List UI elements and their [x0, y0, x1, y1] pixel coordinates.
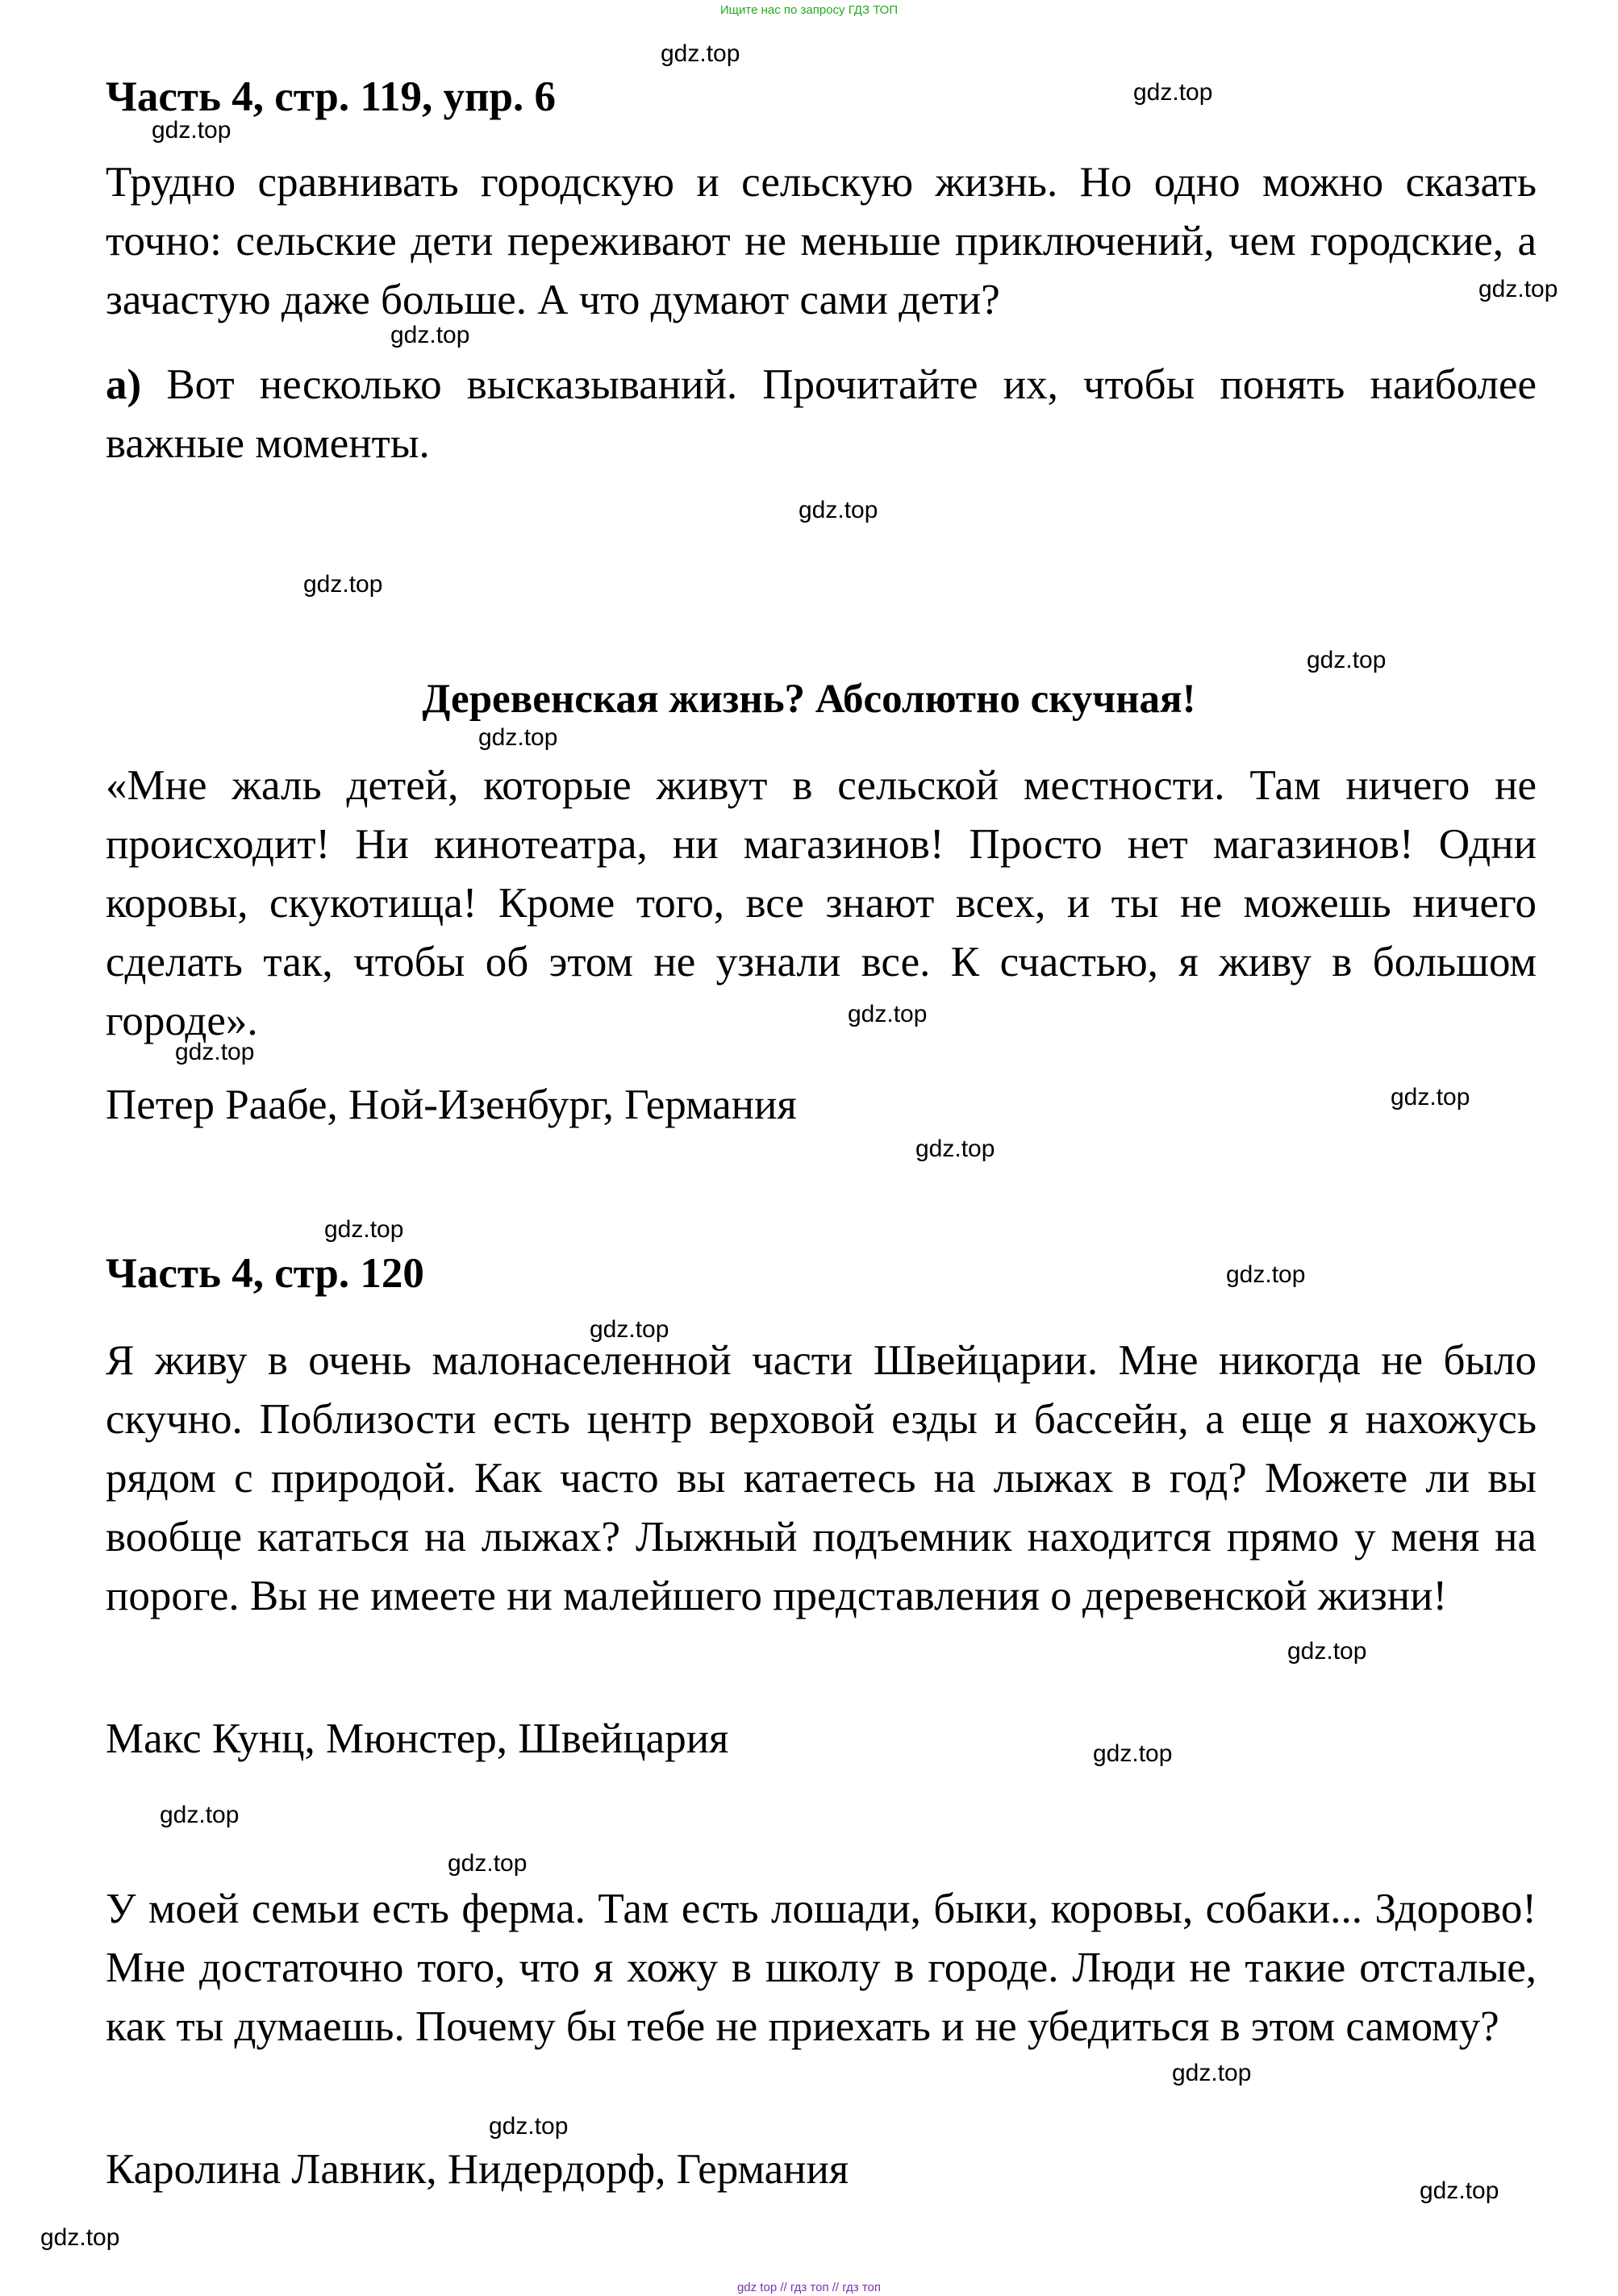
section1-heading: Часть 4, стр. 119, упр. 6 — [106, 73, 557, 120]
watermark: gdz.top — [489, 2113, 569, 2140]
section2-author2: Каролина Лавник, Нидердорф, Германия — [106, 2146, 849, 2193]
watermark: gdz.top — [590, 1316, 669, 1343]
section2-quote1: Я живу в очень малонаселенной части Швейцарии. Мне никогда не было скучно. Поблизости есть центр верховой езды и бассейн, а еще я нахожусь рядом с природой. Как часто вы катаетесь на лыжах в год? Можете ли вы вообще кататься на лыжах? Лыжный подъемник находится прямо у меня на пороге. Вы не имеете ни малейшего представления о деревенской жизни! — [106, 1337, 1537, 1619]
watermark: gdz.top — [152, 117, 231, 144]
watermark: gdz.top — [1093, 1740, 1173, 1767]
section2-author1: Макс Кунц, Мюнстер, Швейцария — [106, 1715, 729, 1762]
watermark: gdz.top — [175, 1039, 255, 1065]
watermark: gdz.top — [1307, 647, 1387, 673]
section1-title: Деревенская жизнь? Абсолютно скучная! — [422, 677, 1196, 722]
watermark: gdz.top — [848, 1001, 928, 1027]
watermark: gdz.top — [1287, 1638, 1367, 1665]
watermark: gdz.top — [1478, 276, 1558, 302]
watermark: gdz.top — [661, 40, 740, 67]
bottom-banner: gdz top // гдз топ // гдз топ — [736, 2281, 882, 2294]
watermark: gdz.top — [1133, 79, 1213, 106]
watermark: gdz.top — [448, 1850, 528, 1877]
watermark: gdz.top — [40, 2224, 120, 2251]
watermark: gdz.top — [478, 724, 558, 751]
task-text: Вот несколько высказываний. Прочитайте их, чтобы понять наиболее важные моменты. — [106, 361, 1537, 467]
watermark: gdz.top — [1172, 2060, 1252, 2086]
watermark: gdz.top — [1226, 1261, 1306, 1288]
watermark: gdz.top — [799, 497, 878, 523]
watermark: gdz.top — [303, 571, 383, 598]
section1-quote: «Мне жаль детей, которые живут в сельской местности. Там ничего не происходит! Ни кинотеатра, ни магазинов! Просто нет магазинов! Одни коровы, скукотища! Кроме того, все знают всех, и ты не можешь ничего сделать так, чтобы об этом не узнали все. К счастью, я живу в большом городе». — [106, 762, 1537, 1044]
watermark: gdz.top — [324, 1216, 404, 1243]
watermark: gdz.top — [160, 1802, 240, 1828]
section1-author: Петер Раабе, Ной-Изенбург, Германия — [106, 1081, 797, 1128]
section2-heading: Часть 4, стр. 120 — [106, 1250, 424, 1297]
section1-intro: Трудно сравнивать городскую и сельскую жизнь. Но одно можно сказать точно: сельские дети переживают не меньше приключений, чем городские, а зачастую даже больше. А что думают сами дети? — [106, 159, 1537, 323]
watermark: gdz.top — [390, 322, 470, 348]
top-banner: Ищите нас по запросу ГДЗ ТОП — [719, 3, 899, 17]
section2-quote2: У моей семьи есть ферма. Там есть лошади, быки, коровы, собаки... Здорово! Мне достаточно того, что я хожу в школу в городе. Люди не такие отсталые, как ты думаешь. Почему бы тебе не приехать и не убедиться в этом самому? — [106, 1886, 1537, 2050]
section1-task — [106, 356, 1537, 473]
watermark: gdz.top — [1391, 1084, 1470, 1110]
task-label: а) — [106, 361, 142, 408]
watermark: gdz.top — [1420, 2177, 1499, 2204]
watermark: gdz.top — [915, 1135, 995, 1162]
